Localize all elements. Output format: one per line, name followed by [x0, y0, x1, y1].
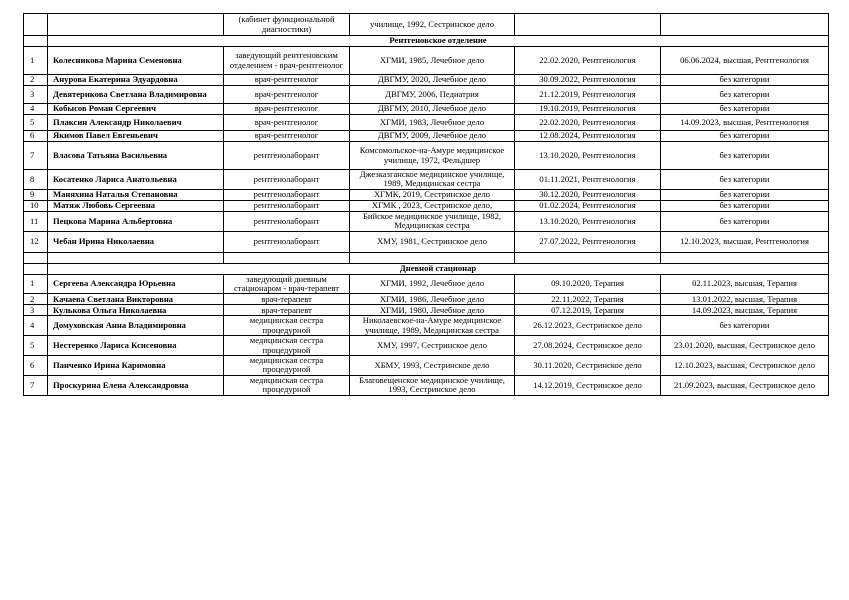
cell-num: 6 [24, 131, 48, 142]
cell-certificate: 01.02.2024, Рентгенология [515, 200, 661, 211]
table-row [24, 75, 829, 86]
cell-name: Проскурина Елена Александровна [48, 375, 224, 395]
section-header-row [24, 36, 829, 47]
cell-num: 12 [24, 231, 48, 252]
cell-education: ХГМК, 2019, Сестринское дело [350, 189, 515, 200]
cell-num: 5 [24, 115, 48, 131]
cell-education: Благовещенское медицинское училище, 1993, Сестринское дело [350, 375, 515, 395]
cell-name: Девятерикова Светлана Владимировна [48, 86, 224, 104]
table-row [24, 115, 829, 131]
cell-certificate: 27.08.2024, Сестринское дело [515, 336, 661, 356]
cell-position: медицинская сестра процедурной [224, 336, 350, 356]
cell-category: без категории [661, 104, 829, 115]
table-row [24, 170, 829, 190]
cell-certificate: 27.07.2022, Рентгенология [515, 231, 661, 252]
cell-name: Анурова Екатерина Эдуардовна [48, 75, 224, 86]
cell-name: Косатенко Лариса Анатольевна [48, 170, 224, 190]
table-row [24, 231, 829, 252]
staff-table-body [24, 14, 829, 396]
cell-certificate: 30.11.2020, Сестринское дело [515, 356, 661, 376]
cell-education: ХГМК , 2023, Сестринское дело, [350, 200, 515, 211]
cell-num: 9 [24, 189, 48, 200]
cell-education: ХГМИ, 1986, Лечебное дело [350, 294, 515, 305]
cell-num: 11 [24, 211, 48, 231]
cell-name: Матяж Любовь Сергеевна [48, 200, 224, 211]
section-title: Рентгеновское отделение [48, 36, 829, 47]
cell-education: училище, 1992, Сестринское дело [350, 14, 515, 36]
table-row [24, 356, 829, 376]
cell-certificate: 13.10.2020, Рентгенология [515, 211, 661, 231]
cell-certificate: 26.12.2023, Сестринское дело [515, 316, 661, 336]
spacer-cell [515, 252, 661, 263]
cell-category: без категории [661, 189, 829, 200]
cell-num: 5 [24, 336, 48, 356]
cell-category: 14.09.2023, высшая, Терапия [661, 305, 829, 316]
staff-table [23, 13, 829, 396]
section-header-row [24, 263, 829, 274]
cell-education: ДВГМУ, 2020, Лечебное дело [350, 75, 515, 86]
cell-category: 21.09.2023, высшая, Сестринское дело [661, 375, 829, 395]
cell-category: без категории [661, 170, 829, 190]
cell-position: врач-рентгенолог [224, 104, 350, 115]
cell-certificate [515, 14, 661, 36]
cell-category: без категории [661, 75, 829, 86]
cell-category: без категории [661, 316, 829, 336]
cell-education: ХМУ, 1997, Сестринское дело [350, 336, 515, 356]
spacer-cell [24, 252, 48, 263]
cell-num: 6 [24, 356, 48, 376]
section-title: Дневной стационар [48, 263, 829, 274]
cell-category: без категории [661, 142, 829, 170]
spacer-row [24, 252, 829, 263]
cell-num: 7 [24, 142, 48, 170]
cell-position: рентгенолаборант [224, 189, 350, 200]
cell-num: 4 [24, 104, 48, 115]
cell-certificate: 13.10.2020, Рентгенология [515, 142, 661, 170]
cell-position: врач-рентгенолог [224, 75, 350, 86]
cell-num: 3 [24, 305, 48, 316]
cell-category: 14.09.2023, высшая, Рентгенология [661, 115, 829, 131]
cell-position: (кабинет функциональной диагностики) [224, 14, 350, 36]
cell-name: Кулькова Ольга Николаевна [48, 305, 224, 316]
cell-num: 1 [24, 274, 48, 294]
cell-certificate: 30.09.2022, Рентгенология [515, 75, 661, 86]
cell-category: без категории [661, 211, 829, 231]
cell-position: врач-терапевт [224, 294, 350, 305]
cell-name: Домуховская Анна Владимировна [48, 316, 224, 336]
table-row [24, 142, 829, 170]
cell-position: врач-рентгенолог [224, 115, 350, 131]
cell-position: рентгенолаборант [224, 211, 350, 231]
cell-position: врач-рентгенолог [224, 86, 350, 104]
spacer-cell [48, 252, 224, 263]
cell-category: 12.10.2023, высшая, Рентгенология [661, 231, 829, 252]
cell-position: медицинская сестра процедурной [224, 316, 350, 336]
cell-num: 4 [24, 316, 48, 336]
cell-certificate: 07.12.2019, Терапия [515, 305, 661, 316]
staff-table-page [23, 13, 828, 396]
cell-name: Пецкова Марина Альбертовна [48, 211, 224, 231]
cell-certificate: 14.12.2019, Сестринское дело [515, 375, 661, 395]
cell-position: медицинская сестра процедурной [224, 375, 350, 395]
table-row [24, 200, 829, 211]
table-row [24, 305, 829, 316]
cell-name: Панченко Ирина Каримовна [48, 356, 224, 376]
table-row [24, 375, 829, 395]
cell-education: ХГМИ, 1980, Лечебное дело [350, 305, 515, 316]
cell-category: 02.11.2023, высшая, Терапия [661, 274, 829, 294]
cell-education: ХГМИ, 1985, Лечебное дело [350, 47, 515, 75]
cell-name: Колесникова Марина Семеновна [48, 47, 224, 75]
cell-position: врач-терапевт [224, 305, 350, 316]
cell-num: 7 [24, 375, 48, 395]
cell-certificate: 12.08.2024, Рентгенология [515, 131, 661, 142]
cell-education: ХГМИ, 1983, Лечебное дело [350, 115, 515, 131]
spacer-cell [661, 252, 829, 263]
cell-name [48, 14, 224, 36]
cell-position: медицинская сестра процедурной [224, 356, 350, 376]
cell-name: Маняхина Наталья Степановна [48, 189, 224, 200]
cell-category: 06.06.2024, высшая, Рентгенология [661, 47, 829, 75]
cell-num: 1 [24, 47, 48, 75]
cell-category [661, 14, 829, 36]
cell-position: рентгенолаборант [224, 170, 350, 190]
table-row [24, 86, 829, 104]
spacer-cell [350, 252, 515, 263]
cell-num [24, 14, 48, 36]
cell-certificate: 09.10.2020, Терапия [515, 274, 661, 294]
cell-category: 12.10.2023, высшая, Сестринское дело [661, 356, 829, 376]
cell-category: без категории [661, 200, 829, 211]
cell-education: ДВГМУ, 2010, Лечебное дело [350, 104, 515, 115]
cell-certificate: 19.10.2019, Рентгенология [515, 104, 661, 115]
cell-position: рентгенолаборант [224, 200, 350, 211]
section-header-spacer [24, 263, 48, 274]
cell-name: Нестеренко Лариса Ксисеновна [48, 336, 224, 356]
section-header-spacer [24, 36, 48, 47]
cell-num: 10 [24, 200, 48, 211]
cell-name: Сергеева Александра Юрьевна [48, 274, 224, 294]
table-row [24, 131, 829, 142]
cell-category: без категории [661, 131, 829, 142]
cell-name: Кобысов Роман Сергеевич [48, 104, 224, 115]
cell-certificate: 21.12.2019, Рентгенология [515, 86, 661, 104]
cell-certificate: 01.11.2021, Рентгенология [515, 170, 661, 190]
cell-category: 13.01.2022, высшая, Терапия [661, 294, 829, 305]
cell-name: Власова Татьяна Васильевна [48, 142, 224, 170]
cell-certificate: 22.02.2020, Рентгенология [515, 115, 661, 131]
cell-education: Комсомольское-на-Амуре медицинское училище, 1972, Фельдшер [350, 142, 515, 170]
cell-education: Бийское медицинское училище, 1982, Медицинская сестра [350, 211, 515, 231]
cell-education: ХБМУ, 1993, Сестринское дело [350, 356, 515, 376]
cell-certificate: 30.12.2020, Рентгенология [515, 189, 661, 200]
cell-num: 8 [24, 170, 48, 190]
cell-education: Николаевское-на-Амуре медицинское училище, 1989, Медицинская сестра [350, 316, 515, 336]
cell-education: ДВГМУ, 2009, Лечебное дело [350, 131, 515, 142]
table-row [24, 47, 829, 75]
cell-num: 3 [24, 86, 48, 104]
table-row [24, 104, 829, 115]
cell-education: ХМУ, 1981, Сестринское дело [350, 231, 515, 252]
cell-certificate: 22.11.2022, Терапия [515, 294, 661, 305]
cell-name: Плаксин Александр Николаевич [48, 115, 224, 131]
cell-position: заведующий дневным стационаром - врач-терапевт [224, 274, 350, 294]
cell-education: ДВГМУ, 2006, Педиатрия [350, 86, 515, 104]
cell-position: рентгенолаборант [224, 231, 350, 252]
table-row [24, 336, 829, 356]
cell-certificate: 22.02.2020, Рентгенология [515, 47, 661, 75]
cell-position: рентгенолаборант [224, 142, 350, 170]
cell-education: Джезказганское медицинское училище, 1989, Медицинская сестра [350, 170, 515, 190]
table-row [24, 294, 829, 305]
table-row [24, 189, 829, 200]
cell-num: 2 [24, 294, 48, 305]
cell-position: заведующий рентгеновским отделением - врач-рентгенолог [224, 47, 350, 75]
cell-position: врач-рентгенолог [224, 131, 350, 142]
cell-name: Якимов Павел Евгеньевич [48, 131, 224, 142]
spacer-cell [224, 252, 350, 263]
cell-category: 23.01.2020, высшая, Сестринское дело [661, 336, 829, 356]
cell-name: Качаева Светлана Викторовна [48, 294, 224, 305]
cell-name: Чебан Ирина Николаевна [48, 231, 224, 252]
table-row [24, 211, 829, 231]
table-row [24, 316, 829, 336]
table-row [24, 274, 829, 294]
cell-category: без категории [661, 86, 829, 104]
cell-num: 2 [24, 75, 48, 86]
cell-education: ХГМИ, 1992, Лечебное дело [350, 274, 515, 294]
continued-row [24, 14, 829, 36]
